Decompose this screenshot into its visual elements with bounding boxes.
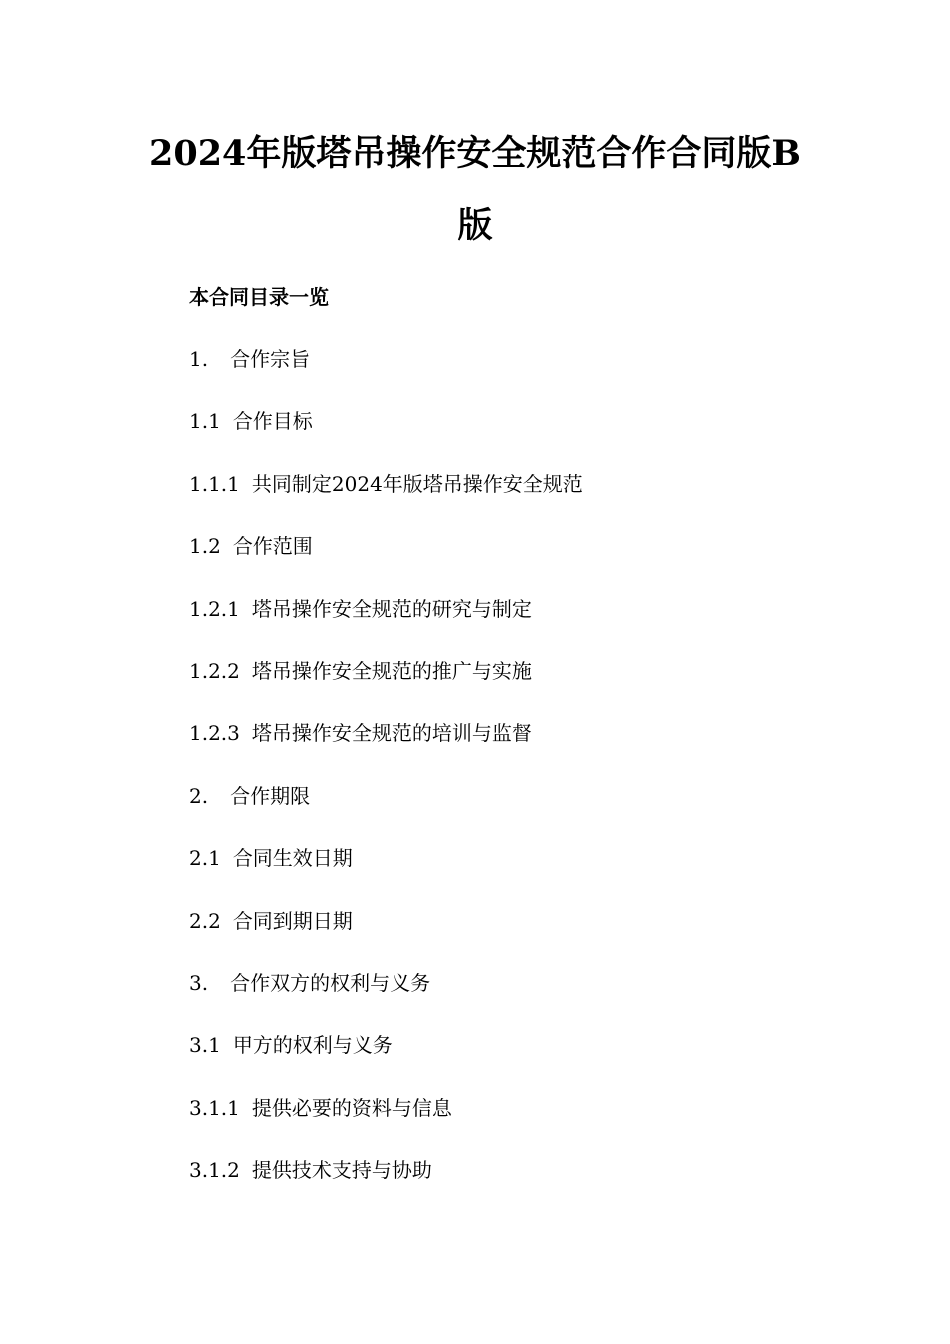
toc-entry	[189, 657, 583, 719]
toc-entry-number: 1.1	[189, 409, 221, 434]
toc-entry	[189, 407, 583, 469]
toc-entry-text: 合作目标	[232, 409, 313, 434]
toc-entry-number: 1.2.3	[189, 721, 240, 746]
document-title-continuation: 版	[457, 205, 493, 246]
toc-entry	[189, 844, 583, 906]
toc-entry	[189, 969, 583, 1031]
toc-entry-number: 3.1.2	[189, 1158, 240, 1183]
toc-entry-text: 塔吊操作安全规范的研究与制定	[251, 596, 532, 621]
toc-entry	[189, 1094, 583, 1156]
toc-entry-text: 合作期限	[230, 783, 311, 808]
toc-heading: 本合同目录一览	[189, 285, 329, 309]
toc-entry-text: 甲方的权利与义务	[232, 1033, 393, 1058]
toc-entry-number: 1.	[189, 347, 209, 371]
toc-entry	[189, 470, 583, 532]
toc-entry-text: 塔吊操作安全规范的推广与实施	[251, 658, 532, 683]
toc-entry-text: 合同到期日期	[232, 908, 353, 933]
toc-entry-number: 3.1	[189, 1033, 221, 1058]
toc-entry-number: 1.2.1	[189, 596, 240, 621]
toc-entry	[189, 907, 583, 969]
toc-entry	[189, 782, 583, 844]
toc-entry	[189, 345, 583, 407]
toc-entry-text: 合作宗旨	[230, 347, 311, 371]
toc-entry-text: 合作双方的权利与义务	[230, 970, 431, 995]
toc-entry-number: 2.1	[189, 846, 221, 871]
toc-entry-text: 合作范围	[232, 534, 313, 559]
toc-entry-number: 1.1.1	[189, 471, 240, 496]
toc-entry-text: 提供技术支持与协助	[251, 1158, 432, 1183]
toc-entry	[189, 1156, 583, 1218]
table-of-contents	[189, 345, 583, 1218]
document-title: 2024年版塔吊操作安全规范合作合同版B	[149, 133, 801, 174]
toc-entry	[189, 1031, 583, 1093]
toc-entry-text: 合同生效日期	[232, 846, 353, 871]
toc-entry-text: 塔吊操作安全规范的培训与监督	[251, 721, 532, 746]
toc-entry	[189, 595, 583, 657]
toc-entry-number: 2.	[189, 783, 209, 808]
toc-entry-number: 1.2	[189, 534, 221, 559]
toc-entry-text: 共同制定2024年版塔吊操作安全规范	[251, 471, 583, 496]
toc-entry-number: 3.	[189, 970, 209, 995]
toc-entry-number: 3.1.1	[189, 1095, 240, 1120]
toc-entry-number: 2.2	[189, 908, 221, 933]
toc-entry	[189, 719, 583, 781]
toc-entry	[189, 532, 583, 594]
toc-entry-number: 1.2.2	[189, 658, 240, 683]
toc-entry-text: 提供必要的资料与信息	[251, 1095, 452, 1120]
